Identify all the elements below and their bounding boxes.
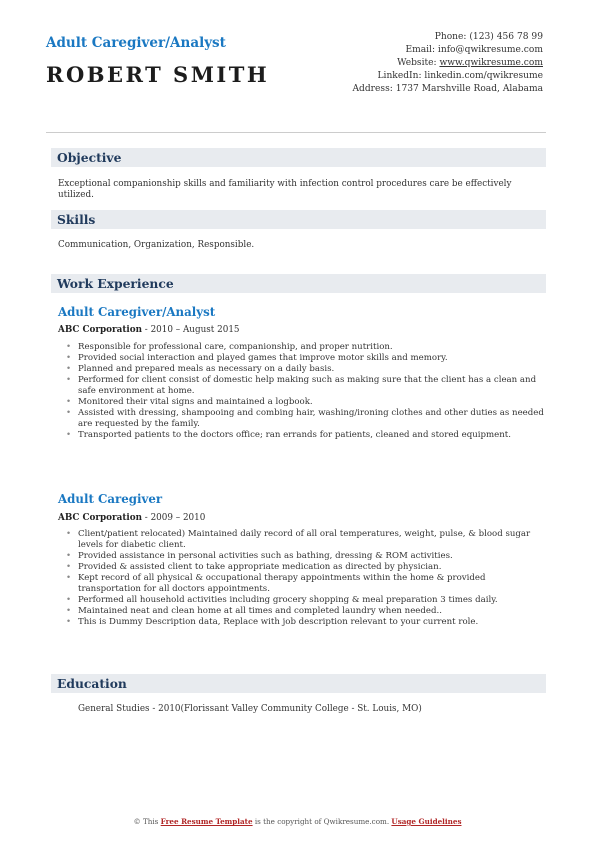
- job-company: ABC Corporation: [58, 513, 143, 523]
- footer: [0, 817, 595, 826]
- bullet-icon: •: [66, 529, 72, 539]
- education-section-header: [51, 674, 546, 693]
- bullet-icon: •: [66, 408, 72, 418]
- job-company-dates: [58, 513, 205, 523]
- duty-text: Assisted with dressing, shampooing and combing hair, washing/ironing clothes and other duties as needed are requested by the family.: [78, 408, 544, 429]
- duty-text: Performed for client consist of domestic help making such as making sure that the client has a clean and safe environment at home.: [78, 375, 537, 396]
- duty-text: Responsible for professional care, companionship, and proper nutrition.: [78, 342, 393, 352]
- contact-email: Email: info@qwikresume.com: [405, 45, 543, 55]
- bullet-icon: •: [66, 595, 72, 605]
- job-duties-list: [64, 529, 544, 628]
- job-title: Adult Caregiver: [58, 492, 163, 506]
- duty-item: [64, 342, 544, 353]
- duty-item: [64, 375, 544, 397]
- objective-text: Exceptional companionship skills and familiarity with infection control procedures care be effectively utilized.: [58, 179, 512, 200]
- header-divider: [46, 132, 546, 133]
- duty-item: [64, 562, 544, 573]
- duty-text: Kept record of all physical & occupational therapy appointments within the home & provided transportation for all doctors appointments.: [78, 573, 486, 594]
- contact-website: [313, 57, 543, 70]
- education-heading: Education: [57, 676, 127, 691]
- objective-section-header: [51, 148, 546, 167]
- duty-text: Planned and prepared meals as necessary on a daily basis.: [78, 364, 335, 374]
- job-title: Adult Caregiver/Analyst: [58, 305, 216, 319]
- duty-text: Transported patients to the doctors office; ran errands for patients, cleaned and stored equipment.: [78, 430, 511, 440]
- duty-text: Provided social interaction and played games that improve motor skills and memory.: [78, 353, 448, 363]
- duty-item: [64, 397, 544, 408]
- footer-prefix: © This: [133, 817, 161, 826]
- duty-text: Provided & assisted client to take appropriate medication as directed by physician.: [78, 562, 442, 572]
- experience-heading: Work Experience: [57, 276, 174, 291]
- skills-heading: Skills: [57, 212, 96, 227]
- skills-section-header: [51, 210, 546, 229]
- contact-block: [313, 31, 543, 96]
- bullet-icon: •: [66, 430, 72, 440]
- job-dates: - 2009 – 2010: [142, 513, 206, 523]
- duty-item: [64, 430, 544, 441]
- bullet-icon: •: [66, 353, 72, 363]
- duty-text: Performed all household activities including grocery shopping & meal preparation 3 times daily.: [78, 595, 498, 605]
- skills-text: Communication, Organization, Responsible.: [58, 240, 255, 250]
- bullet-icon: •: [66, 606, 72, 616]
- duty-item: [64, 595, 544, 606]
- duty-item: [64, 617, 544, 628]
- contact-address: Address: 1737 Marshville Road, Alabama: [352, 84, 543, 94]
- candidate-name: ROBERT SMITH: [46, 62, 270, 87]
- usage-guidelines-link[interactable]: Usage Guidelines: [391, 817, 462, 826]
- objective-heading: Objective: [57, 150, 122, 165]
- bullet-icon: •: [66, 551, 72, 561]
- contact-phone: Phone: (123) 456 78 99: [434, 32, 543, 42]
- bullet-icon: •: [66, 617, 72, 627]
- job-dates: - 2010 – August 2015: [142, 325, 240, 335]
- contact-website-link[interactable]: www.qwikresume.com: [439, 58, 543, 68]
- footer-middle: is the copyright of Qwikresume.com.: [252, 817, 392, 826]
- duty-item: [64, 551, 544, 562]
- bullet-icon: •: [66, 375, 72, 385]
- duty-text: Client/patient relocated) Maintained daily record of all oral temperatures, weight, pulse, & blood sugar levels for diabetic client.: [78, 529, 531, 550]
- header-job-title: Adult Caregiver/Analyst: [46, 35, 226, 51]
- duty-text: Provided assistance in personal activities such as bathing, dressing & ROM activities.: [78, 551, 453, 561]
- bullet-icon: •: [66, 342, 72, 352]
- duty-item: [64, 529, 544, 551]
- bullet-icon: •: [66, 397, 72, 407]
- duty-item: [64, 408, 544, 430]
- duty-item: [64, 364, 544, 375]
- education-text: General Studies - 2010(Florissant Valley Community College - St. Louis, MO): [78, 704, 422, 714]
- experience-section-header: [51, 274, 546, 293]
- duty-item: [64, 353, 544, 364]
- contact-website-label: Website:: [397, 58, 440, 68]
- contact-linkedin: LinkedIn: linkedin.com/qwikresume: [377, 71, 543, 81]
- job-company: ABC Corporation: [58, 325, 143, 335]
- duty-text: Monitored their vital signs and maintained a logbook.: [78, 397, 313, 407]
- bullet-icon: •: [66, 364, 72, 374]
- bullet-icon: •: [66, 562, 72, 572]
- free-template-link[interactable]: Free Resume Template: [160, 817, 253, 826]
- job-company-dates: [58, 325, 240, 335]
- duty-item: [64, 573, 544, 595]
- duty-text: This is Dummy Description data, Replace with job description relevant to your current role.: [78, 617, 479, 627]
- duty-item: [64, 606, 544, 617]
- duty-text: Maintained neat and clean home at all times and completed laundry when needed..: [78, 606, 442, 616]
- bullet-icon: •: [66, 573, 72, 583]
- job-duties-list: [64, 342, 544, 441]
